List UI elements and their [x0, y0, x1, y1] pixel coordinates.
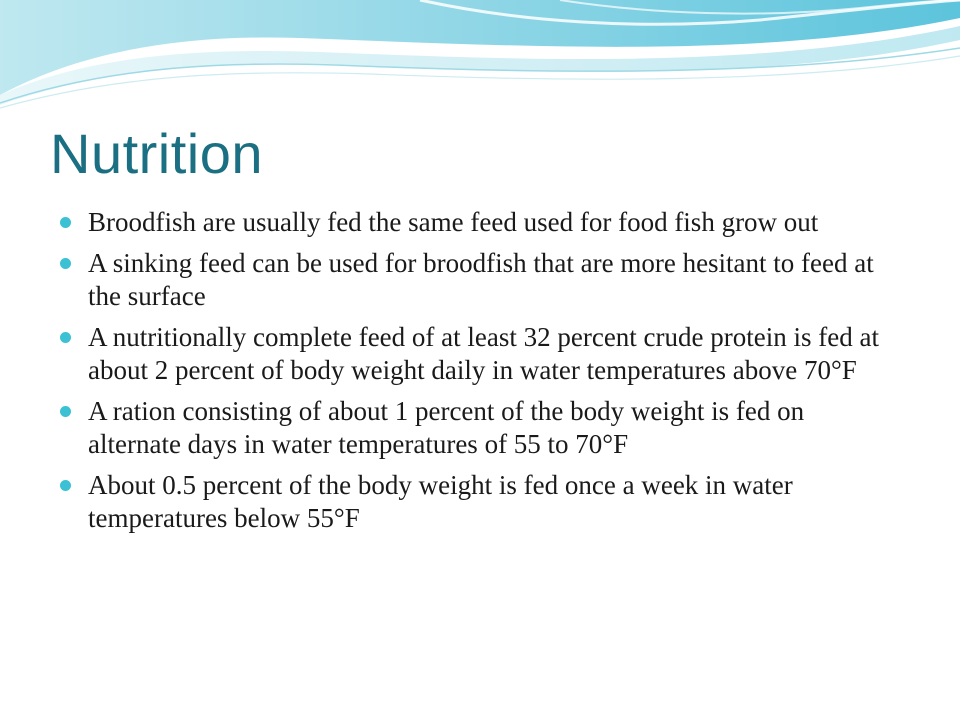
- header-wave-decoration: [0, 0, 960, 110]
- bullet-dot-icon: [60, 480, 71, 491]
- bullet-dot-icon: [60, 332, 71, 343]
- bullet-dot-icon: [60, 217, 71, 228]
- bullet-text: A nutritionally complete feed of at least 32 percent crude protein is fed at about 2 percent of body weight daily in water temperatures above 70°F: [88, 322, 879, 385]
- bullet-text: A sinking feed can be used for broodfish that are more hesitant to feed at the surface: [88, 248, 874, 311]
- bullet-text: Broodfish are usually fed the same feed used for food fish grow out: [88, 207, 819, 237]
- bullet-item: [60, 395, 900, 461]
- bullet-text: A ration consisting of about 1 percent of the body weight is fed on alternate days in water temperatures of 55 to 70°F: [88, 396, 805, 459]
- bullet-dot-icon: [60, 258, 71, 269]
- bullet-item: [60, 247, 900, 313]
- slide-title: Nutrition: [50, 122, 264, 185]
- bullet-item: [60, 206, 900, 239]
- bullet-item: [60, 469, 900, 535]
- bullet-text: About 0.5 percent of the body weight is fed once a week in water temperatures below 55°F: [88, 470, 793, 533]
- bullet-item: [60, 321, 900, 387]
- bullet-dot-icon: [60, 406, 71, 417]
- bullet-list: [60, 206, 900, 543]
